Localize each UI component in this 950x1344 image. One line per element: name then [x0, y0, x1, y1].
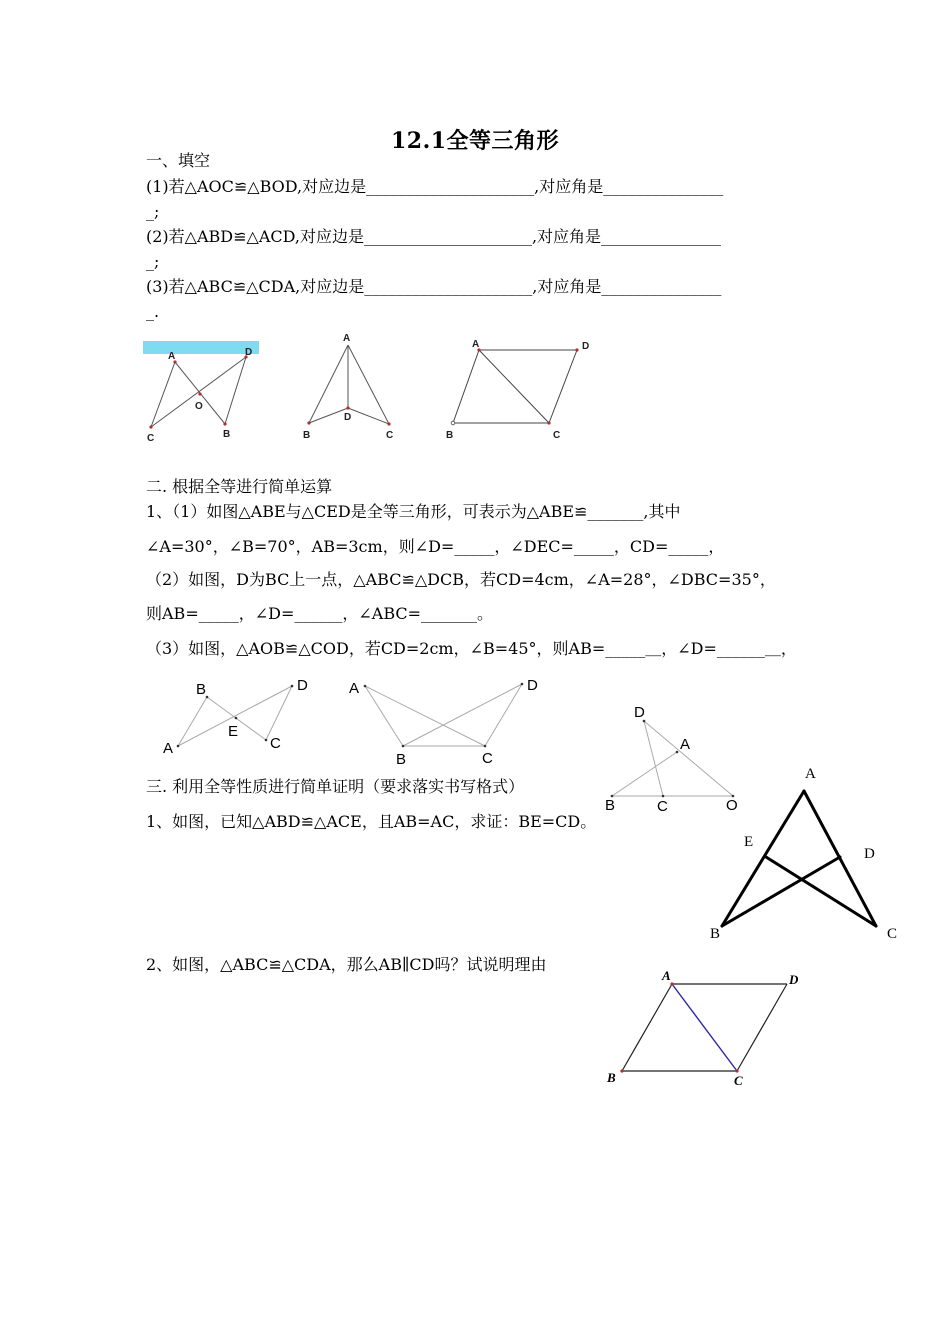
label-c: C: [887, 926, 898, 942]
label-a: A: [168, 351, 176, 362]
label-d: D: [297, 677, 308, 694]
label-c: C: [734, 1073, 743, 1088]
question-1-1-tail: _;: [146, 202, 160, 221]
label-b: B: [607, 1070, 616, 1085]
label-d: D: [527, 677, 538, 694]
label-b: B: [446, 430, 454, 441]
label-o: O: [195, 401, 203, 412]
label-a: A: [343, 333, 351, 344]
label-c: C: [386, 430, 394, 441]
label-a: A: [349, 680, 360, 697]
label-b: B: [223, 429, 231, 440]
figure-abc-cda: [440, 332, 600, 444]
label-d: D: [789, 972, 799, 987]
label-d: D: [245, 347, 253, 358]
label-c: C: [553, 430, 561, 441]
question-2-2-line1: （2）如图，D为BC上一点，△ABC≌△DCB，若CD=4cm，∠A=28°，∠DBC=35°，: [146, 570, 776, 589]
section1-heading: 一、填空: [146, 151, 211, 170]
label-d: D: [864, 846, 875, 862]
question-1-3: (3)若△ABC≌△CDA,对应边是_____________________,对应角是_______________: [146, 277, 722, 296]
diagonal-ac: [672, 984, 737, 1071]
figure-abe-ced: [158, 672, 318, 760]
figure-abc-cda-proof: [598, 962, 808, 1092]
question-1-2: (2)若△ABD≌△ACD,对应边是_____________________,对应角是_______________: [146, 227, 722, 246]
question-2-1-line1: 1、（1）如图△ABE与△CED是全等三角形，可表示为△ABE≌_______,其中: [146, 502, 681, 521]
label-a: A: [680, 736, 691, 753]
highlight-bar: [143, 341, 259, 354]
label-e: E: [744, 834, 754, 850]
figure-aoc-bod: [138, 336, 268, 446]
question-3-2: 2、如图，△ABC≌△CDA，那么AB∥CD吗？试说明理由: [146, 955, 547, 974]
figure-abd-acd: [296, 328, 406, 444]
figure-abd-ace: [700, 760, 910, 945]
label-c: C: [270, 735, 281, 752]
label-b: B: [396, 751, 407, 768]
label-a: A: [662, 968, 671, 983]
label-e: E: [228, 723, 239, 740]
label-o: O: [726, 797, 738, 814]
label-d: D: [344, 412, 352, 423]
label-b: B: [196, 681, 207, 698]
question-2-1-line2: ∠A=30°，∠B=70°，AB=3cm，则∠D=_____，∠DEC=_____，CD=_____，: [146, 537, 725, 556]
label-a: A: [163, 740, 174, 757]
page-title: 12.1全等三角形: [390, 128, 560, 154]
label-c: C: [482, 750, 493, 767]
label-b: B: [605, 797, 616, 814]
question-2-3: （3）如图，△AOB≌△COD，若CD=2cm，∠B=45°，则AB=_____＿，∠D=______＿，: [146, 639, 797, 658]
label-a: A: [805, 766, 816, 782]
question-3-1: 1、如图，已知△ABD≌△ACE，且AB=AC，求证：BE=CD。: [146, 812, 597, 831]
label-c: C: [657, 798, 668, 815]
label-b: B: [303, 430, 311, 441]
label-a: A: [472, 339, 480, 350]
question-1-3-tail: _.: [146, 302, 160, 321]
label-c: C: [147, 433, 155, 444]
label-d: D: [634, 704, 645, 721]
section2-heading: 二. 根据全等进行简单运算: [146, 477, 333, 496]
label-b: B: [710, 926, 721, 942]
question-2-2-line2: 则AB=_____，∠D=______，∠ABC=_______。: [146, 604, 494, 623]
section3-heading: 三. 利用全等性质进行简单证明（要求落实书写格式）: [146, 777, 525, 796]
question-1-1: (1)若△AOC≌△BOD,对应边是_____________________,对应角是_______________: [146, 177, 724, 196]
figure-abc-dcb: [345, 672, 545, 768]
label-d: D: [582, 341, 590, 352]
question-1-2-tail: _;: [146, 252, 160, 271]
